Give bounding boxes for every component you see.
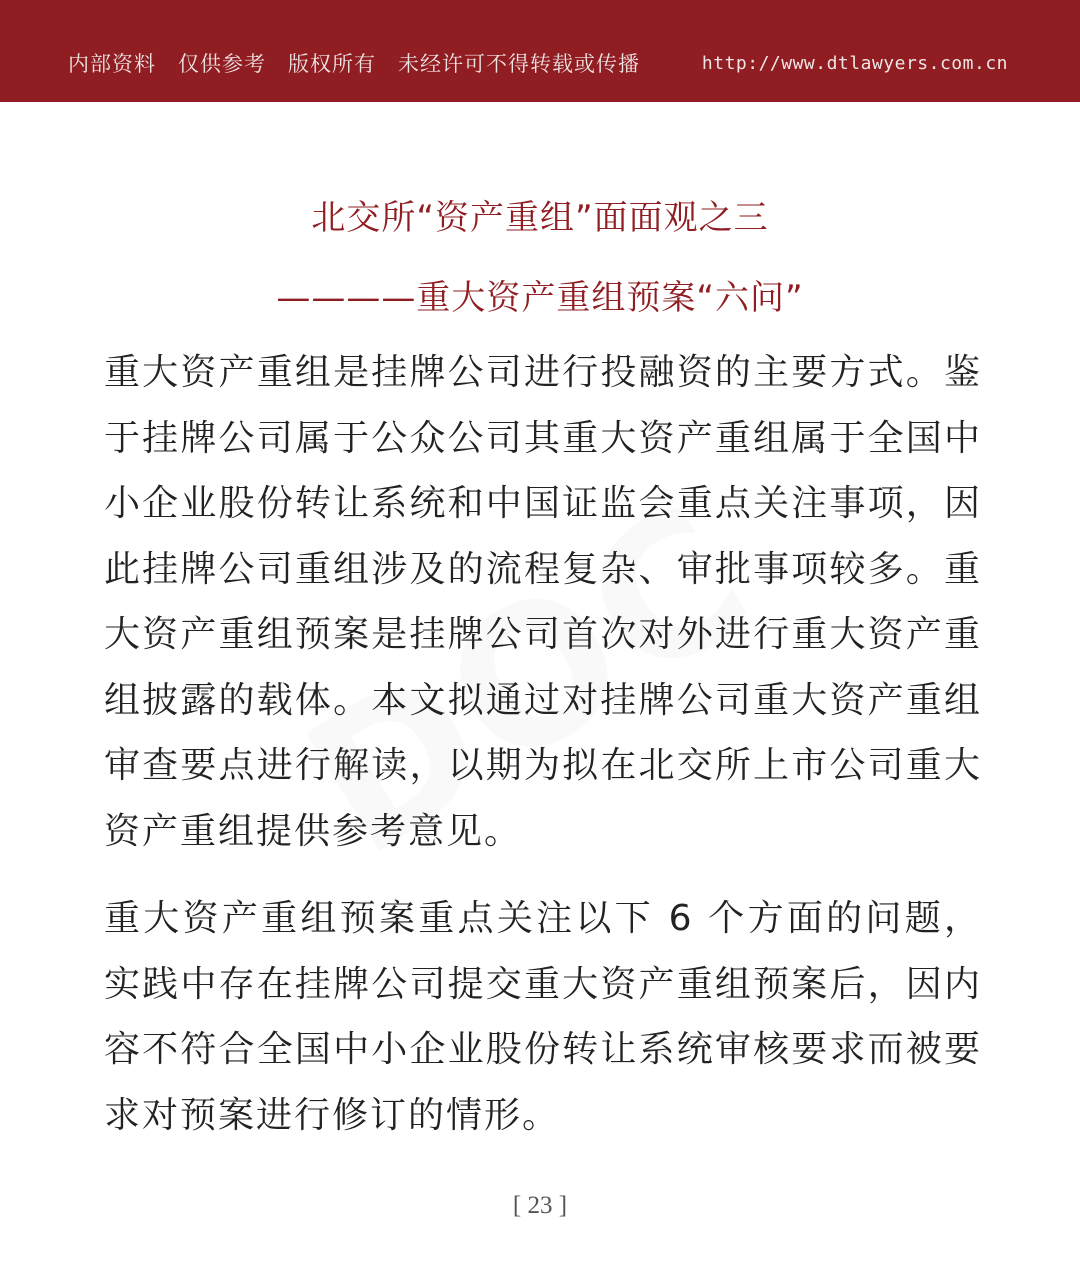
article-subtitle: ————重大资产重组预案“六问” bbox=[276, 278, 804, 318]
header-notice: 内部资料 仅供参考 版权所有 未经许可不得转载或传播 bbox=[68, 52, 640, 76]
page-number: [ 23 ] bbox=[512, 1192, 568, 1219]
body-paragraph-focus: 重大资产重组预案重点关注以下 6 个方面的问题，实践中存在挂牌公司提交重大资产重组预案后，因内容不符合全国中小企业股份转让系统审核要求而被要求对预案进行修订的情形。 bbox=[104, 898, 982, 1136]
header-url[interactable]: http://www.dtlawyers.com.cn bbox=[701, 53, 1008, 74]
article-title: 北交所“资产重组”面面观之三 bbox=[311, 198, 769, 238]
body-paragraph-intro: 重大资产重组是挂牌公司进行投融资的主要方式。鉴于挂牌公司属于公众公司其重大资产重组属于全国中小企业股份转让系统和中国证监会重点关注事项，因此挂牌公司重组涉及的流程复杂、审批事项较多。重大资产重组预案是挂牌公司首次对外进行重大资产重组披露的载体。本文拟通过对挂牌公司重大资产重组审查要点进行解读，以期为拟在北交所上市公司重大资产重组提供参考意见。 bbox=[104, 352, 982, 852]
header-band bbox=[0, 0, 1080, 102]
